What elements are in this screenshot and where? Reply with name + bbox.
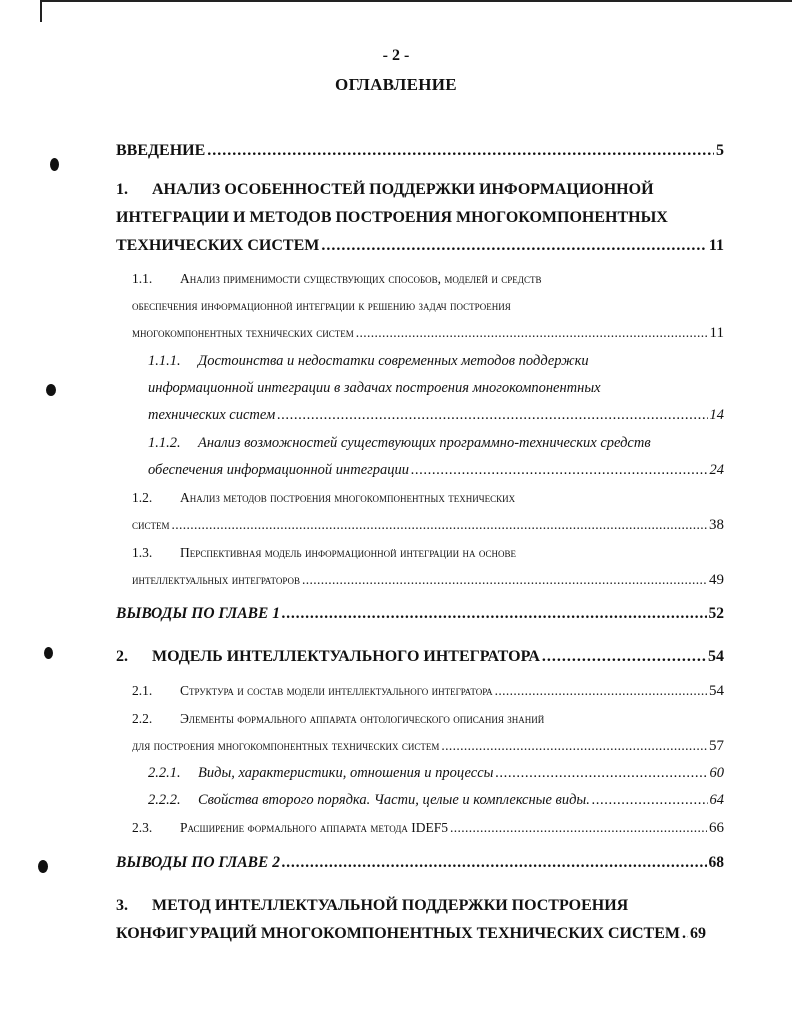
toc-entry-label: МЕТОД ИНТЕЛЛЕКТУАЛЬНОЙ ПОДДЕРЖКИ ПОСТРОЕНИЯ	[152, 897, 629, 914]
toc-entry-conclusions-2	[116, 849, 724, 876]
toc-page-number: 69	[689, 925, 706, 942]
scan-edge-top	[40, 0, 792, 2]
toc-entry-label: обеспечения информационной интеграции	[148, 462, 410, 478]
toc-entry-label: Расширение формального аппарата метода IDEF5	[180, 820, 449, 835]
toc-entry-section-1-2	[132, 484, 724, 538]
dot-leader	[682, 920, 688, 948]
toc-page-number: 54	[708, 648, 724, 665]
toc-page-number: 11	[708, 237, 724, 254]
dot-leader	[411, 457, 707, 484]
toc-entry-chapter-3	[116, 892, 724, 948]
toc-page-number: 66	[709, 820, 724, 836]
dot-leader	[282, 600, 707, 627]
page-title: ОГЛАВЛЕНИЕ	[335, 75, 457, 94]
toc-page-number: 57	[709, 738, 724, 754]
toc-page-number: 60	[709, 765, 724, 781]
toc-page-number: 14	[709, 407, 724, 423]
toc-entry-section-1-1	[132, 265, 724, 346]
toc-entry-number: 1.	[116, 181, 128, 198]
page-number: - 2 -	[382, 47, 410, 64]
toc-entry-label: Структура и состав модели интеллектуального интегратора	[180, 683, 493, 698]
toc-entry-label: Виды, характеристики, отношения и процессы	[198, 765, 494, 781]
toc-entry-number: 2.1.	[132, 683, 153, 698]
toc-entry-label: для построения многокомпонентных технических систем	[132, 738, 440, 753]
toc-entry-number: 2.2.2.	[148, 792, 181, 808]
toc-entry-label: Свойства второго порядка. Части, целые и комплексные виды.	[198, 792, 590, 808]
toc-entry-section-2-1	[132, 677, 724, 704]
dot-leader	[542, 643, 706, 671]
toc-entry-number: 3.	[116, 897, 128, 914]
toc-entry-label: технических систем	[148, 407, 276, 423]
toc-entry-section-2-2	[132, 705, 724, 759]
toc-entry-label: многокомпонентных технических систем	[132, 325, 354, 340]
dot-leader	[172, 511, 707, 538]
dot-leader	[441, 732, 707, 759]
toc-entry-section-1-1-2	[148, 430, 724, 484]
toc-page-number: 54	[709, 683, 724, 699]
toc-entry-number: 2.	[116, 648, 128, 665]
toc-entry-label: ВЫВОДЫ ПО ГЛАВЕ 1	[116, 605, 280, 622]
scan-artifact	[38, 860, 48, 873]
dot-leader	[302, 566, 707, 593]
toc-entry-label: Анализ применимости существующих способов, моделей и средств	[180, 271, 542, 286]
toc-entry-number: 1.1.2.	[148, 435, 181, 451]
toc-entry-section-2-3	[132, 814, 724, 841]
toc-entry-chapter-2	[116, 643, 724, 671]
toc-page-number: 11	[709, 325, 724, 341]
dot-leader	[450, 814, 707, 841]
toc-entry-label: Анализ возможностей существующих программно-технических средств	[198, 435, 651, 451]
toc-entry-number: 2.3.	[132, 820, 153, 835]
dot-leader	[592, 787, 708, 814]
toc-page-number: 38	[709, 517, 724, 533]
toc-entry-label: Элементы формального аппарата онтологического описания знаний	[180, 711, 545, 726]
toc-entry-section-2-2-2	[148, 787, 724, 814]
toc-entry-label: систем	[132, 517, 170, 532]
toc-entry-section-2-2-1	[148, 760, 724, 787]
toc-entry-number: 1.1.1.	[148, 353, 181, 369]
toc-entry-label: КОНФИГУРАЦИЙ МНОГОКОМПОНЕНТНЫХ ТЕХНИЧЕСКИХ СИСТЕМ	[116, 925, 680, 942]
dot-leader	[277, 402, 707, 429]
toc-page-number: 52	[708, 605, 724, 622]
scan-edge-left	[40, 0, 42, 22]
toc-entry-label: ВЫВОДЫ ПО ГЛАВЕ 2	[116, 854, 280, 871]
toc-page-number: 64	[709, 792, 724, 808]
toc-entry-label: Перспективная модель информационной интеграции на основе	[180, 545, 516, 560]
toc-page-number: 24	[709, 462, 724, 478]
dot-leader	[282, 849, 707, 876]
toc-entry-conclusions-1	[116, 600, 724, 627]
toc-entry-label: ВВЕДЕНИЕ	[116, 142, 206, 159]
toc-entry-section-1-1-1	[148, 348, 724, 429]
toc-entry-number: 1.3.	[132, 545, 153, 560]
toc-entry-label: ТЕХНИЧЕСКИХ СИСТЕМ	[116, 237, 320, 254]
dot-leader	[321, 232, 707, 260]
toc-entry-number: 1.2.	[132, 490, 153, 505]
toc-entry-label: АНАЛИЗ ОСОБЕННОСТЕЙ ПОДДЕРЖКИ ИНФОРМАЦИОННОЙ	[152, 181, 654, 198]
toc-entry-label: Анализ методов построения многокомпонентных технических	[180, 490, 516, 505]
toc-entry-chapter-1	[116, 176, 724, 260]
toc-page-number: 68	[708, 854, 724, 871]
toc-entry-label: интеллектуальных интеграторов	[132, 572, 300, 587]
dot-leader	[495, 677, 707, 704]
scan-artifact	[46, 384, 56, 396]
toc-page-number: 49	[709, 572, 724, 588]
scan-artifact	[44, 647, 53, 659]
dot-leader	[356, 319, 708, 346]
toc-entry-number: 1.1.	[132, 271, 153, 286]
toc-entry-number: 2.2.	[132, 711, 153, 726]
toc-entry-label: ИНТЕГРАЦИИ И МЕТОДОВ ПОСТРОЕНИЯ МНОГОКОМПОНЕНТНЫХ	[116, 209, 668, 226]
dot-leader	[495, 760, 707, 787]
toc-entry-label: МОДЕЛЬ ИНТЕЛЛЕКТУАЛЬНОГО ИНТЕГРАТОРА	[152, 648, 540, 665]
dot-leader	[207, 137, 714, 165]
toc-entry-label: информационной интеграции в задачах построения многокомпонентных	[148, 380, 601, 396]
toc-page-number: 5	[716, 142, 724, 159]
toc-entry-section-1-3	[132, 539, 724, 593]
toc-entry-intro	[116, 137, 724, 165]
toc-entry-label: Достоинства и недостатки современных методов поддержки	[198, 353, 589, 369]
toc-entry-label: обеспечения информационной интеграции к решению задач построения	[132, 298, 511, 313]
toc-entry-number: 2.2.1.	[148, 765, 181, 781]
scan-artifact	[50, 158, 59, 171]
